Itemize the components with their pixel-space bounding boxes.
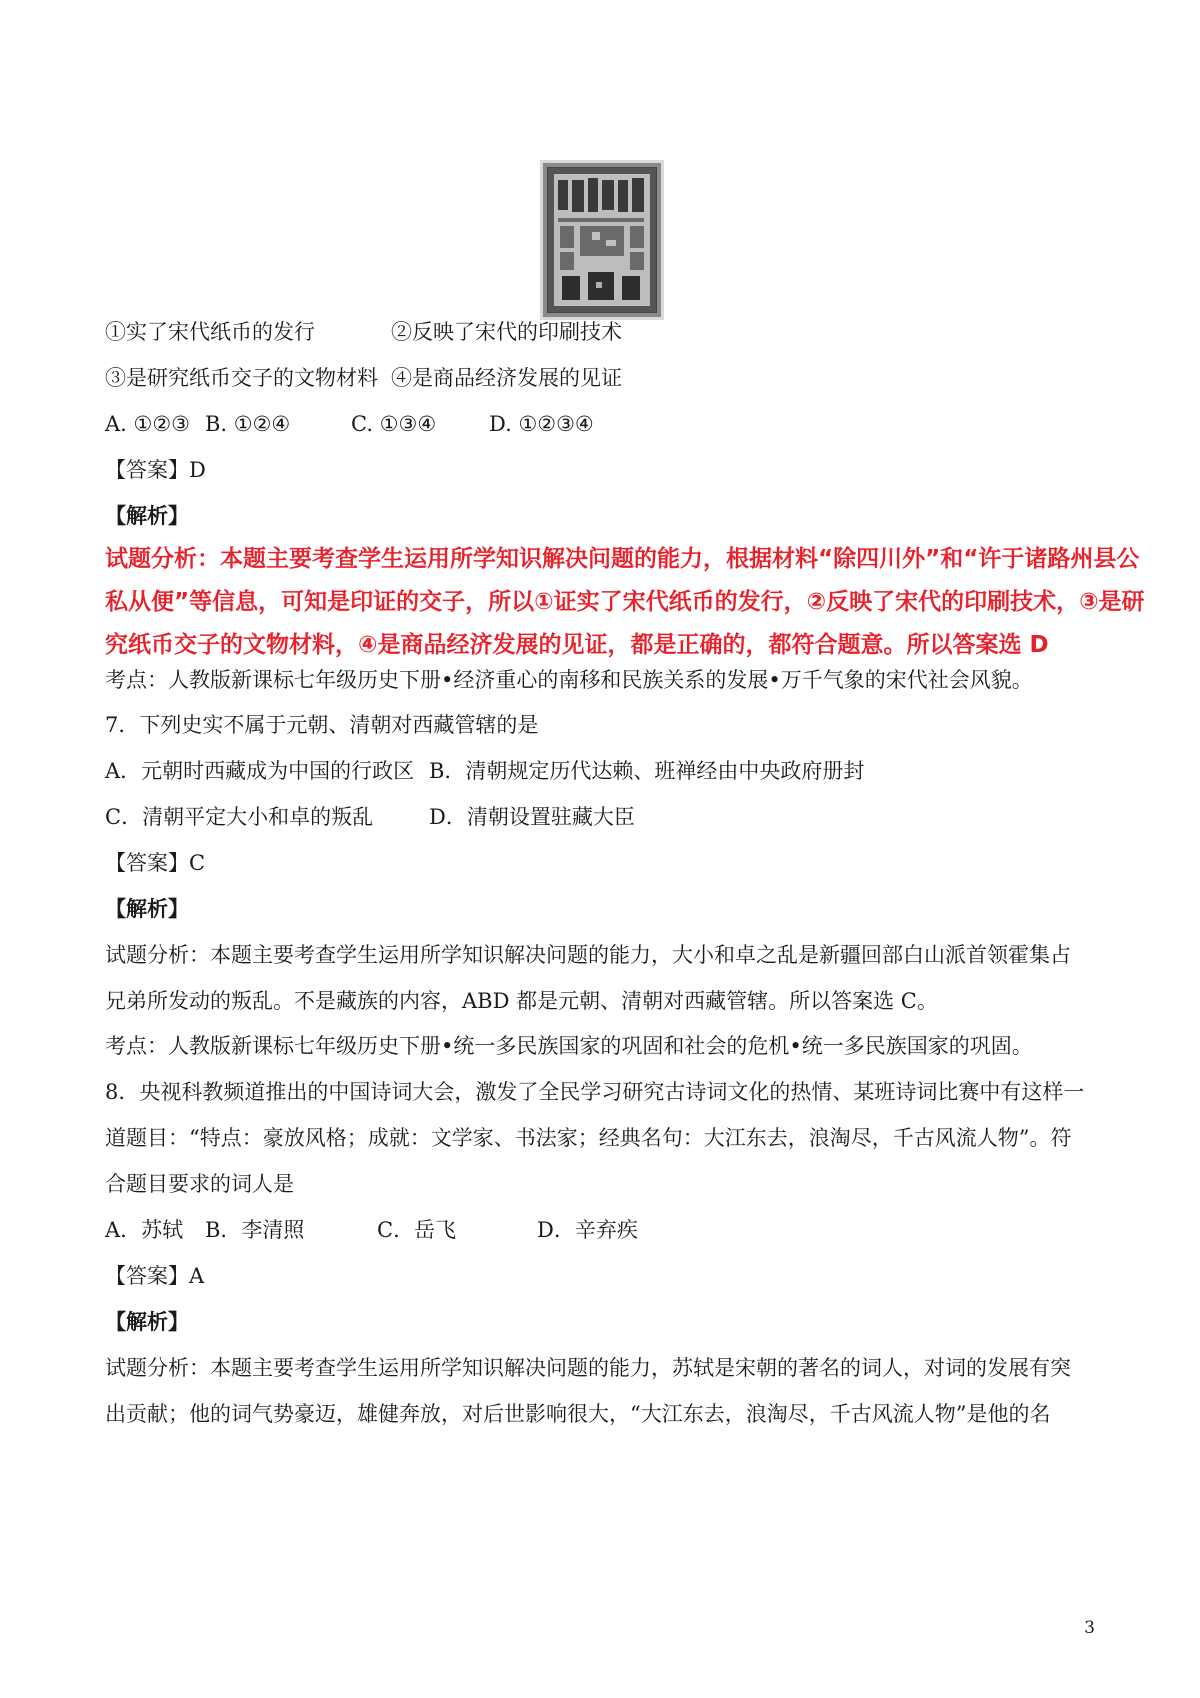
q6-analysis-line-2: 私从便”等信息，可知是印证的交子，所以①证实了宋代纸币的发行，②反映了宋代的印刷技术，③是研 (105, 589, 1145, 615)
q6-kaodian: 考点：人教版新课标七年级历史下册•经济重心的南移和民族关系的发展•万千气象的宋代社会风貌。 (105, 668, 1033, 692)
q7-option-d: D．清朝设置驻藏大臣 (429, 805, 635, 829)
q7-option-b: B．清朝规定历代达赖、班禅经由中央政府册封 (429, 759, 865, 783)
q6-statements-row-2 (105, 364, 1104, 392)
q7-kaodian: 考点：人教版新课标七年级历史下册•统一多民族国家的巩固和社会的危机•统一多民族国家的巩固。 (105, 1034, 1033, 1058)
q8-analysis-label: 【解析】 (105, 1309, 189, 1334)
q6-analysis-label: 【解析】 (105, 503, 189, 528)
q7-analysis-line-1: 试题分析：本题主要考查学生运用所学知识解决问题的能力，大小和卓之乱是新疆回部白山派首领霍集占 (105, 943, 1071, 967)
q8-option-c: C．岳飞 (377, 1218, 457, 1242)
q8-stem-line-1: 8．央视科教频道推出的中国诗词大会，激发了全民学习研究古诗词文化的热情、某班诗词比赛中有这样一 (105, 1080, 1085, 1104)
page-number: 3 (1084, 1618, 1095, 1638)
q8-option-b: B．李清照 (205, 1218, 305, 1242)
q6-option-d: D. ①②③④ (489, 412, 594, 436)
q8-analysis-line-1: 试题分析：本题主要考查学生运用所学知识解决问题的能力，苏轼是宋朝的著名的词人，对词的发展有突 (105, 1356, 1071, 1380)
q8-analysis-line-2: 出贡献；他的词气势豪迈，雄健奔放，对后世影响很大，“大江东去，浪淘尽，千古风流人物”是他的名 (105, 1402, 1051, 1426)
q8-stem-line-2: 道题目：“特点：豪放风格；成就：文学家、书法家；经典名句：大江东去，浪淘尽，千古风流人物”。符 (105, 1126, 1072, 1150)
q7-option-a: A．元朝时西藏成为中国的行政区 (105, 759, 415, 783)
q8-options (105, 1216, 1104, 1244)
q6-statements-row-1 (105, 318, 1104, 346)
q6-option-c: C. ①③④ (351, 412, 437, 436)
q8-answer: 【答案】A (105, 1264, 205, 1288)
q7-options-row-1 (105, 757, 1104, 785)
q6-option-b: B. ①②④ (205, 412, 291, 436)
q7-analysis-label: 【解析】 (105, 896, 189, 921)
q6-statement-2: ②反映了宋代的印刷技术 (391, 320, 622, 344)
q7-stem: 7．下列史实不属于元朝、清朝对西藏管辖的是 (105, 713, 539, 737)
q8-stem-line-3: 合题目要求的词人是 (105, 1172, 294, 1196)
q6-statement-1: ①实了宋代纸币的发行 (105, 320, 315, 344)
q8-option-a: A．苏轼 (105, 1218, 184, 1242)
q6-statement-3: ③是研究纸币交子的文物材料 (105, 366, 378, 390)
q6-option-a: A. ①②③ (105, 412, 190, 436)
q7-analysis-line-2: 兄弟所发动的叛乱。不是藏族的内容，ABD 都是元朝、清朝对西藏管辖。所以答案选 C。 (105, 989, 938, 1013)
q8-option-d: D．辛弃疾 (537, 1218, 638, 1242)
q6-statement-4: ④是商品经济发展的见证 (391, 366, 622, 390)
q6-analysis-line-1: 试题分析：本题主要考查学生运用所学知识解决问题的能力，根据材料“除四川外”和“许于诸路州县公 (105, 546, 1140, 572)
q7-answer: 【答案】C (105, 851, 206, 875)
q7-option-c: C．清朝平定大小和卓的叛乱 (105, 805, 374, 829)
song-dynasty-jiaozi-banknote-image (540, 160, 664, 320)
q6-options (105, 410, 1104, 438)
q6-analysis-line-3: 究纸币交子的文物材料，④是商品经济发展的见证，都是正确的，都符合题意。所以答案选 D (105, 632, 1049, 658)
q7-options-row-2 (105, 803, 1104, 831)
q6-answer: 【答案】D (105, 458, 206, 482)
